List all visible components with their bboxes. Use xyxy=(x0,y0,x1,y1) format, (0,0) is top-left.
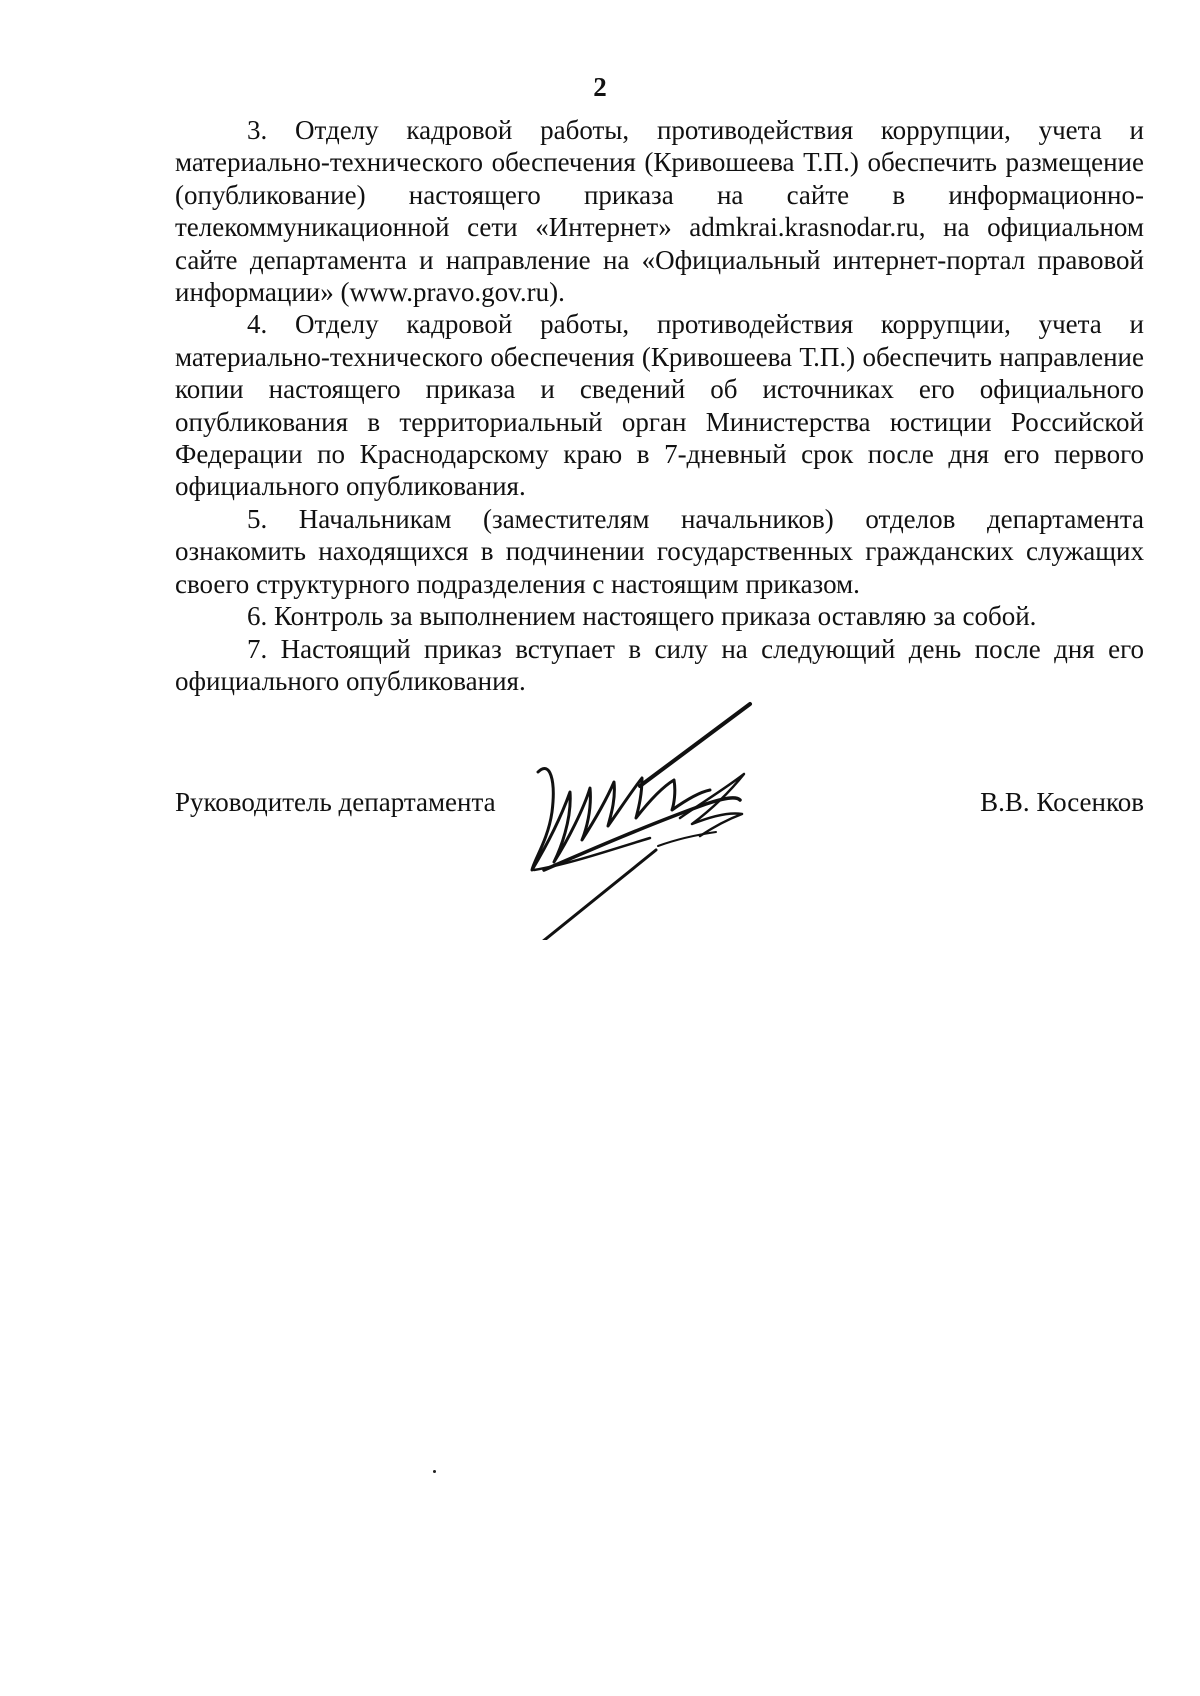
paragraph-4: 4. Отделу кадровой работы, противодействия коррупции, учета и материально-технического обеспечения (Кривошеева Т.П.) обеспечить направление копии настоящего приказа и сведений об источниках его официального опубликования в территориальный орган Министерства юстиции Российской Федерации по Краснодарскому краю в 7-дневный срок после дня его первого официального опубликования. xyxy=(175,309,1144,502)
paragraph-6: 6. Контроль за выполнением настоящего приказа оставляю за собой. xyxy=(247,601,1037,632)
paragraph-3: 3. Отделу кадровой работы, противодействия коррупции, учета и материально-технического обеспечения (Кривошеева Т.П.) обеспечить размещение (опубликование) настоящего приказа на сайте в информационно-телекоммуникационной сети «Интернет» admkrai.krasnodar.ru, на официальном сайте департамента и направление на «Официальный интернет-портал правовой информации» (www.pravo.gov.ru). xyxy=(175,115,1144,308)
page-number: 2 xyxy=(593,72,607,102)
signatory-position: Руководитель департамента xyxy=(175,787,496,817)
handwritten-signature-icon xyxy=(530,700,850,940)
signatory-name: В.В. Косенков xyxy=(980,787,1144,817)
paragraph-5: 5. Начальникам (заместителям начальников) отделов департамента ознакомить находящихся в подчинении государственных гражданских служащих своего структурного подразделения с настоящим приказом. xyxy=(175,503,1144,599)
order-body xyxy=(175,114,1144,697)
scan-artifact-dot xyxy=(433,1470,436,1473)
paragraph-7: 7. Настоящий приказ вступает в силу на следующий день после дня его официального опубликования. xyxy=(175,633,1144,696)
